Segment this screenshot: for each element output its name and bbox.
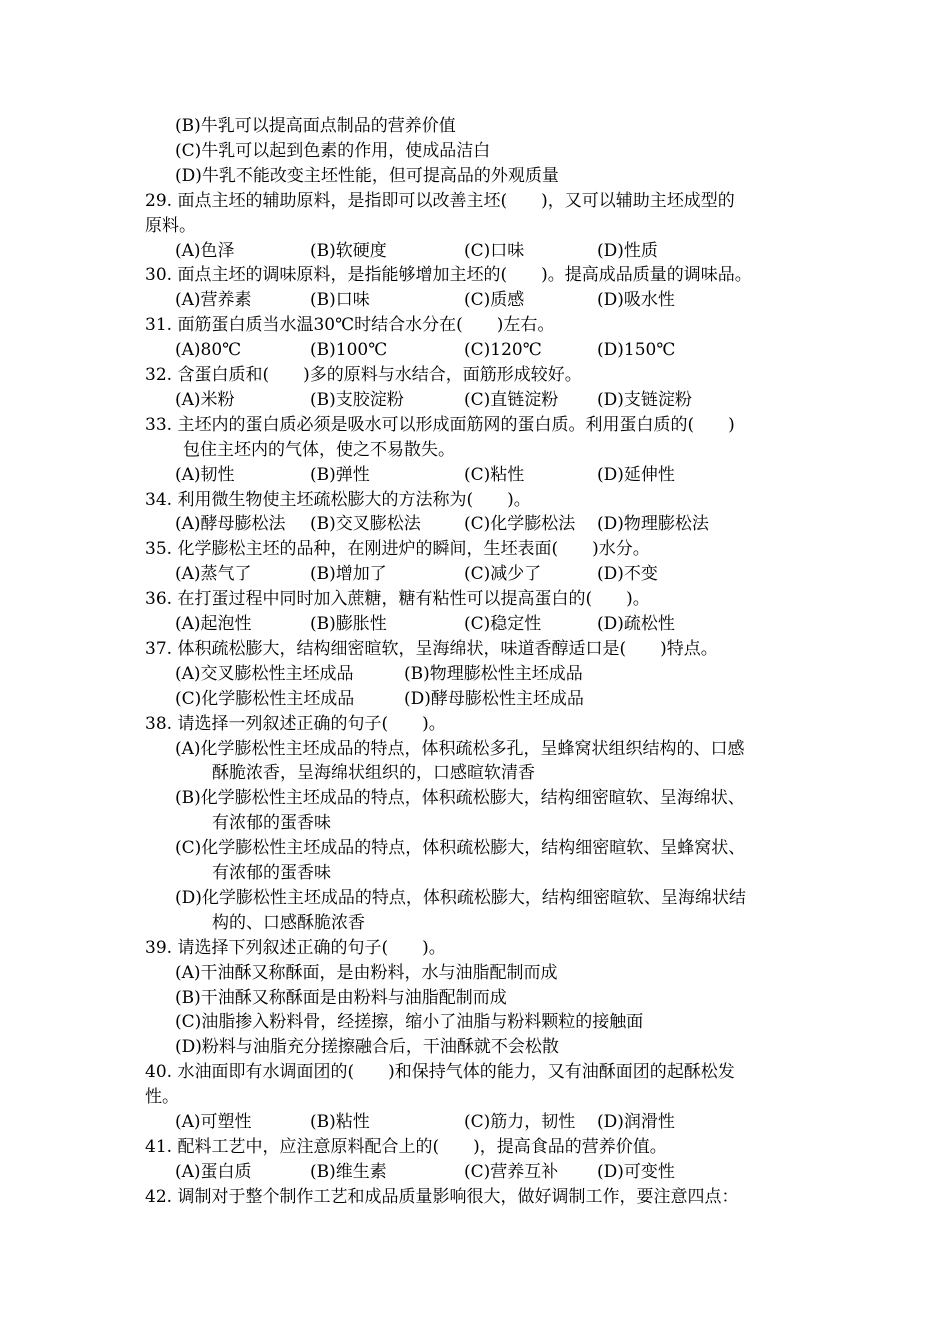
option-text: (B)膨胀性 <box>310 614 387 634</box>
option-text: (D)润滑性 <box>597 1112 675 1132</box>
option-text: (A)米粉 <box>175 390 235 410</box>
text-line: 包住主坯内的气体，使之不易散失。 <box>183 440 455 460</box>
question-line: 39. 请选择下列叙述正确的句子( )。 <box>145 938 446 958</box>
option-text: (D)物理膨松法 <box>597 514 709 534</box>
text-line: (D)粉料与油脂充分搓擦融合后，干油酥就不会松散 <box>175 1037 559 1057</box>
option-text: (D)酵母膨松性主坯成品 <box>404 689 584 709</box>
option-text: (B)100℃ <box>310 340 388 360</box>
text-line: (D)化学膨松性主坯成品的特点，体积疏松膨大，结构细密暄软、呈海绵状结 <box>175 888 746 908</box>
option-text: (D)疏松性 <box>597 614 675 634</box>
text-line: (A)化学膨松性主坯成品的特点，体积疏松多孔，呈蜂窝状组织结构的、口感 <box>175 739 745 759</box>
option-text: (B)增加了 <box>310 564 387 584</box>
option-text: (D)吸水性 <box>597 290 675 310</box>
option-text: (A)蒸气了 <box>175 564 252 584</box>
question-line: 34. 利用微生物使主坯疏松膨大的方法称为( )。 <box>145 490 531 510</box>
option-text: (A)营养素 <box>175 290 252 310</box>
text-line: 酥脆浓香，呈海绵状组织的，口感暄软清香 <box>212 763 535 783</box>
option-text: (A)蛋白质 <box>175 1162 252 1182</box>
text-line: 有浓郁的蛋香味 <box>212 813 331 833</box>
text-line: (C)化学膨松性主坯成品的特点，体积疏松膨大，结构细密暄软、呈蜂窝状、 <box>175 838 746 858</box>
text-line: (A)干油酥又称酥面，是由粉料，水与油脂配制而成 <box>175 963 558 983</box>
option-text: (D)延伸性 <box>597 465 675 485</box>
text-line: 构的、口感酥脆浓香 <box>212 913 365 933</box>
option-text: (C)粘性 <box>464 465 525 485</box>
option-text: (A)可塑性 <box>175 1112 252 1132</box>
option-text: (B)交叉膨松法 <box>310 514 421 534</box>
question-line: 30. 面点主坯的调味原料，是指能够增加主坯的( )。提高成品质量的调味品。 <box>145 265 752 285</box>
option-text: (C)稳定性 <box>464 614 542 634</box>
question-line: 42. 调制对于整个制作工艺和成品质量影响很大，做好调制工作，要注意四点： <box>145 1187 739 1207</box>
text-line: (D)牛乳不能改变主坯性能，但可提高品的外观质量 <box>175 166 559 186</box>
option-text: (C)质感 <box>464 290 525 310</box>
option-text: (B)物理膨松性主坯成品 <box>404 664 583 684</box>
option-text: (D)支链淀粉 <box>597 390 692 410</box>
option-text: (A)80℃ <box>175 340 242 360</box>
text-line: (B)牛乳可以提高面点制品的营养价值 <box>175 116 456 136</box>
option-text: (D)可变性 <box>597 1162 675 1182</box>
option-text: (C)营养互补 <box>464 1162 559 1182</box>
text-line: 性。 <box>145 1087 179 1107</box>
question-line: 32. 含蛋白质和( )多的原料与水结合，面筋形成较好。 <box>145 365 582 385</box>
option-text: (C)直链淀粉 <box>464 390 559 410</box>
option-text: (C)减少了 <box>464 564 542 584</box>
option-text: (C)化学膨松性主坯成品 <box>175 689 355 709</box>
option-text: (C)口味 <box>464 241 525 261</box>
question-line: 41. 配料工艺中，应注意原料配合上的( )，提高食品的营养价值。 <box>145 1137 667 1157</box>
text-line: (B)干油酥又称酥面是由粉料与油脂配制而成 <box>175 988 507 1008</box>
question-line: 38. 请选择一列叙述正确的句子( )。 <box>145 714 446 734</box>
text-line: (C)牛乳可以起到色素的作用，使成品洁白 <box>175 141 491 161</box>
option-text: (D)性质 <box>597 241 658 261</box>
option-text: (D)不变 <box>597 564 658 584</box>
option-text: (D)150℃ <box>597 340 676 360</box>
question-line: 37. 体积疏松膨大，结构细密暄软，呈海绵状，味道香醇适口是( )特点。 <box>145 639 718 659</box>
option-text: (B)维生素 <box>310 1162 387 1182</box>
question-line: 31. 面筋蛋白质当水温30℃时结合水分在( )左右。 <box>145 315 555 335</box>
option-text: (C)化学膨松法 <box>464 514 576 534</box>
option-text: (B)口味 <box>310 290 370 310</box>
option-text: (A)交叉膨松性主坯成品 <box>175 664 354 684</box>
option-text: (A)起泡性 <box>175 614 252 634</box>
text-line: (C)油脂掺入粉料骨，经搓擦，缩小了油脂与粉料颗粒的接触面 <box>175 1012 644 1032</box>
option-text: (B)支胶淀粉 <box>310 390 404 410</box>
question-line: 36. 在打蛋过程中同时加入蔗糖，糖有粘性可以提高蛋白的( )。 <box>145 589 650 609</box>
text-line: (B)化学膨松性主坯成品的特点，体积疏松膨大，结构细密暄软、呈海绵状、 <box>175 788 745 808</box>
text-line: 原料。 <box>145 216 196 236</box>
option-text: (A)色泽 <box>175 241 235 261</box>
option-text: (A)韧性 <box>175 465 235 485</box>
question-line: 33. 主坯内的蛋白质必须是吸水可以形成面筋网的蛋白质。利用蛋白质的( ) <box>145 415 735 435</box>
question-line: 40. 水油面即有水调面团的( )和保持气体的能力，又有油酥面团的起酥松发 <box>145 1062 735 1082</box>
option-text: (B)弹性 <box>310 465 370 485</box>
option-text: (B)软硬度 <box>310 241 387 261</box>
option-text: (C)120℃ <box>464 340 542 360</box>
text-line: 有浓郁的蛋香味 <box>212 863 331 883</box>
option-text: (C)筋力，韧性 <box>464 1112 576 1132</box>
question-line: 29. 面点主坯的辅助原料，是指即可以改善主坯( )，又可以辅助主坯成型的 <box>145 191 735 211</box>
option-text: (B)粘性 <box>310 1112 370 1132</box>
question-line: 35. 化学膨松主坯的品种，在刚进炉的瞬间，生坯表面( )水分。 <box>145 539 650 559</box>
option-text: (A)酵母膨松法 <box>175 514 286 534</box>
